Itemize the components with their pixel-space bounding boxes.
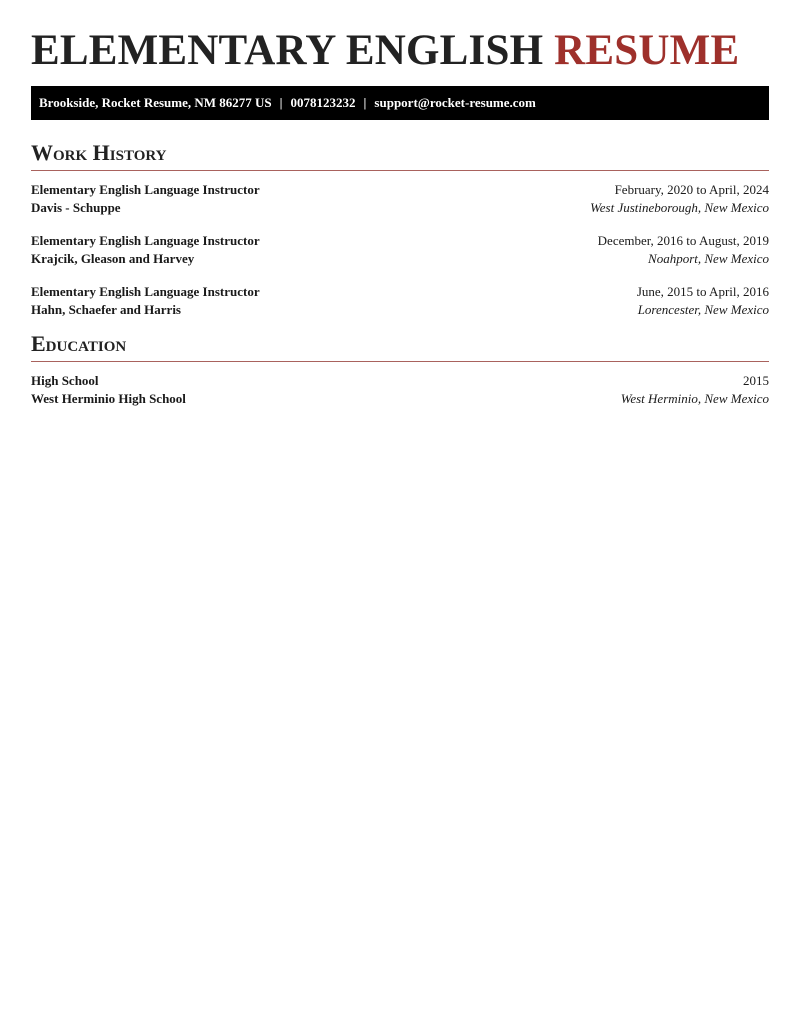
work-entry (31, 283, 769, 319)
education-heading: Education (31, 331, 769, 362)
contact-separator: | (363, 95, 367, 110)
school-location: West Herminio, New Mexico (620, 391, 769, 406)
work-entry (31, 181, 769, 217)
contact-email: support@rocket-resume.com (374, 95, 536, 110)
job-title: Elementary English Language Instructor (31, 182, 260, 197)
school-name: West Herminio High School (31, 391, 186, 406)
company-name: Krajcik, Gleason and Harvey (31, 251, 195, 266)
job-location: West Justineborough, New Mexico (590, 200, 769, 215)
work-history-heading: Work History (31, 140, 769, 171)
education-entry (31, 372, 769, 408)
job-dates: February, 2020 to April, 2024 (614, 182, 769, 197)
work-entry (31, 232, 769, 268)
resume-title (31, 26, 739, 76)
job-title: Elementary English Language Instructor (31, 284, 260, 299)
job-location: Noahport, New Mexico (648, 251, 769, 266)
graduation-year: 2015 (743, 373, 769, 388)
job-title: Elementary English Language Instructor (31, 233, 260, 248)
title-main: ELEMENTARY ENGLISH (31, 27, 544, 74)
job-dates: June, 2015 to April, 2016 (636, 284, 769, 299)
contact-address: Brookside, Rocket Resume, NM 86277 US (39, 95, 272, 110)
contact-phone: 0078123232 (290, 95, 356, 110)
company-name: Davis - Schuppe (31, 200, 121, 215)
company-name: Hahn, Schaefer and Harris (31, 302, 181, 317)
job-dates: December, 2016 to August, 2019 (597, 233, 769, 248)
contact-bar (31, 86, 769, 120)
job-location: Lorencester, New Mexico (637, 302, 769, 317)
title-accent: RESUME (554, 27, 740, 74)
contact-separator: | (279, 95, 283, 110)
degree-name: High School (31, 373, 99, 388)
